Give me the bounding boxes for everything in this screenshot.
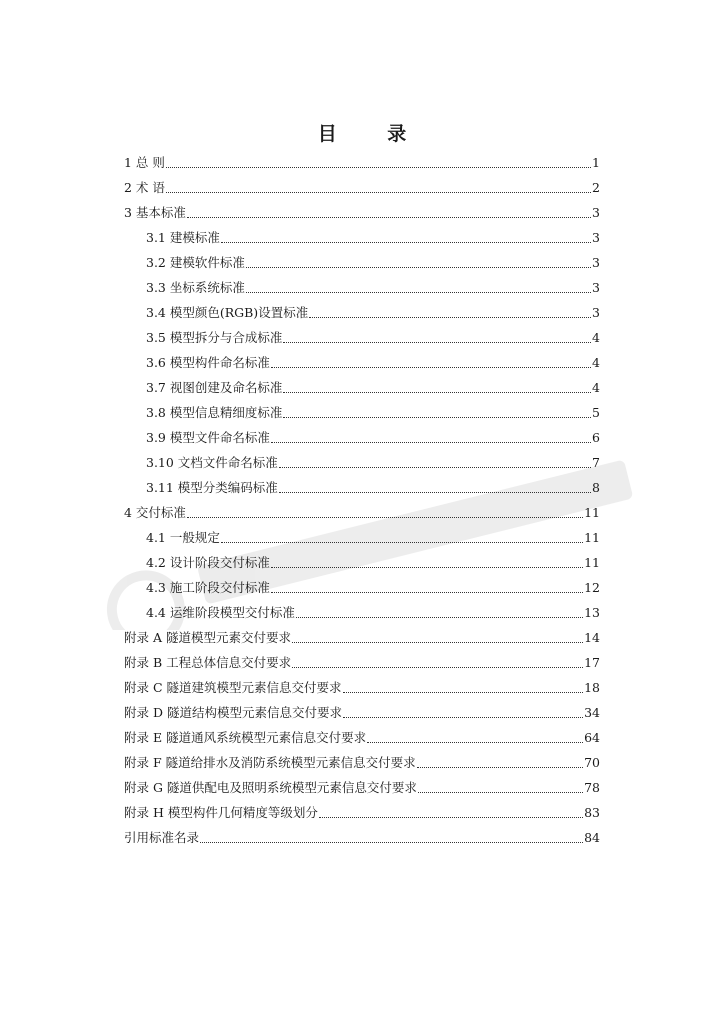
toc-entry[interactable] (124, 754, 600, 772)
toc-entry[interactable] (124, 704, 600, 722)
toc-label: 3.7 视图创建及命名标准 (146, 380, 283, 395)
toc-label: 3 基本标准 (124, 205, 186, 220)
toc-page-number: 70 (584, 755, 600, 770)
dot-leader (166, 192, 591, 193)
toc-page-number: 13 (584, 605, 600, 620)
toc-page-number: 1 (592, 155, 600, 170)
toc-page-number: 11 (584, 530, 600, 545)
toc-entry[interactable] (124, 154, 600, 172)
dot-leader (292, 667, 583, 668)
toc-entry[interactable] (124, 729, 600, 747)
toc-label: 4.4 运维阶段模型交付标准 (146, 605, 295, 620)
toc-label: 附录 H 模型构件几何精度等级划分 (124, 805, 318, 820)
toc-entry[interactable] (146, 554, 600, 572)
dot-leader (279, 492, 591, 493)
toc-entry[interactable] (124, 679, 600, 697)
toc-page-number: 4 (592, 355, 600, 370)
toc-entry[interactable] (124, 179, 600, 197)
toc-entry[interactable] (124, 779, 600, 797)
toc-entry[interactable] (146, 254, 600, 272)
toc-entry[interactable] (146, 354, 600, 372)
toc-page-number: 78 (584, 780, 600, 795)
toc-page-number: 84 (584, 830, 600, 845)
dot-leader (367, 742, 583, 743)
toc-page-number: 3 (592, 255, 600, 270)
dot-leader (271, 592, 583, 593)
toc-page-number: 12 (584, 580, 600, 595)
toc-page-number: 4 (592, 330, 600, 345)
toc-page-number: 3 (592, 205, 600, 220)
toc-page-number: 11 (584, 505, 600, 520)
toc-page-number: 83 (584, 805, 600, 820)
dot-leader (279, 467, 591, 468)
toc-label: 附录 B 工程总体信息交付要求 (124, 655, 292, 670)
dot-leader (187, 517, 583, 518)
toc-entry[interactable] (146, 379, 600, 397)
toc-entry[interactable] (124, 504, 600, 522)
toc-label: 附录 A 隧道模型元素交付要求 (124, 630, 291, 645)
dot-leader (271, 442, 591, 443)
toc-entry[interactable] (146, 529, 600, 547)
dot-leader (417, 767, 583, 768)
toc-label: 3.2 建模软件标准 (146, 255, 245, 270)
toc-label: 附录 D 隧道结构模型元素信息交付要求 (124, 705, 342, 720)
toc-page-number: 18 (584, 680, 600, 695)
dot-leader (283, 417, 591, 418)
toc-label: 3.10 文档文件命名标准 (146, 455, 278, 470)
toc-label: 附录 C 隧道建筑模型元素信息交付要求 (124, 680, 342, 695)
toc-entry[interactable] (124, 204, 600, 222)
toc-label: 4.3 施工阶段交付标准 (146, 580, 270, 595)
toc-page-number: 34 (584, 705, 600, 720)
toc-label: 引用标准名录 (124, 830, 200, 845)
toc-entry[interactable] (146, 229, 600, 247)
toc-entry[interactable] (146, 404, 600, 422)
dot-leader (271, 367, 591, 368)
toc-entry[interactable] (146, 329, 600, 347)
dot-leader (292, 642, 583, 643)
toc-entry[interactable] (146, 479, 600, 497)
dot-leader (418, 792, 583, 793)
dot-leader (200, 842, 583, 843)
toc-page-number: 64 (584, 730, 600, 745)
dot-leader (246, 292, 591, 293)
toc-label: 1 总 则 (124, 155, 165, 170)
dot-leader (187, 217, 591, 218)
dot-leader (283, 342, 591, 343)
toc-entry[interactable] (124, 629, 600, 647)
toc-entry[interactable] (146, 604, 600, 622)
dot-leader (271, 567, 583, 568)
toc-label: 3.6 模型构件命名标准 (146, 355, 270, 370)
toc-label: 3.3 坐标系统标准 (146, 280, 245, 295)
dot-leader (343, 692, 584, 693)
toc-entry[interactable] (146, 429, 600, 447)
toc-page-number: 3 (592, 280, 600, 295)
toc-label: 2 术 语 (124, 180, 165, 195)
toc-entry[interactable] (146, 304, 600, 322)
toc-label: 3.4 模型颜色(RGB)设置标准 (146, 305, 309, 320)
toc-label: 3.11 模型分类编码标准 (146, 480, 278, 495)
toc-page-number: 3 (592, 305, 600, 320)
toc-label: 附录 E 隧道通风系统模型元素信息交付要求 (124, 730, 367, 745)
toc-page-number: 2 (592, 180, 600, 195)
toc-entry[interactable] (146, 579, 600, 597)
toc-label: 4 交付标准 (124, 505, 186, 520)
toc-page-number: 7 (592, 455, 600, 470)
toc-label: 3.8 模型信息精细度标准 (146, 405, 283, 420)
toc-page-number: 6 (592, 430, 600, 445)
toc-entry[interactable] (124, 829, 600, 847)
toc-label: 4.1 一般规定 (146, 530, 220, 545)
toc-label: 3.1 建模标准 (146, 230, 220, 245)
toc-page-number: 11 (584, 555, 600, 570)
toc-page-number: 3 (592, 230, 600, 245)
page-title: 目 录 (317, 123, 429, 145)
toc-label: 3.5 模型拆分与合成标准 (146, 330, 283, 345)
dot-leader (343, 717, 583, 718)
toc-page-number: 17 (584, 655, 600, 670)
toc-entry[interactable] (124, 804, 600, 822)
dot-leader (283, 392, 591, 393)
toc-label: 4.2 设计阶段交付标准 (146, 555, 270, 570)
toc-label: 3.9 模型文件命名标准 (146, 430, 270, 445)
dot-leader (221, 242, 591, 243)
toc-entry[interactable] (146, 279, 600, 297)
dot-leader (309, 317, 591, 318)
toc-page-number: 8 (592, 480, 600, 495)
toc-page-number: 5 (592, 405, 600, 420)
dot-leader (246, 267, 591, 268)
toc-page-number: 4 (592, 380, 600, 395)
toc-label: 附录 G 隧道供配电及照明系统模型元素信息交付要求 (124, 780, 417, 795)
dot-leader (166, 167, 591, 168)
dot-leader (296, 617, 583, 618)
toc-label: 附录 F 隧道给排水及消防系统模型元素信息交付要求 (124, 755, 416, 770)
toc-entry[interactable] (146, 454, 600, 472)
dot-leader (319, 817, 583, 818)
dot-leader (221, 542, 583, 543)
toc-page-number: 14 (584, 630, 600, 645)
toc-entry[interactable] (124, 654, 600, 672)
